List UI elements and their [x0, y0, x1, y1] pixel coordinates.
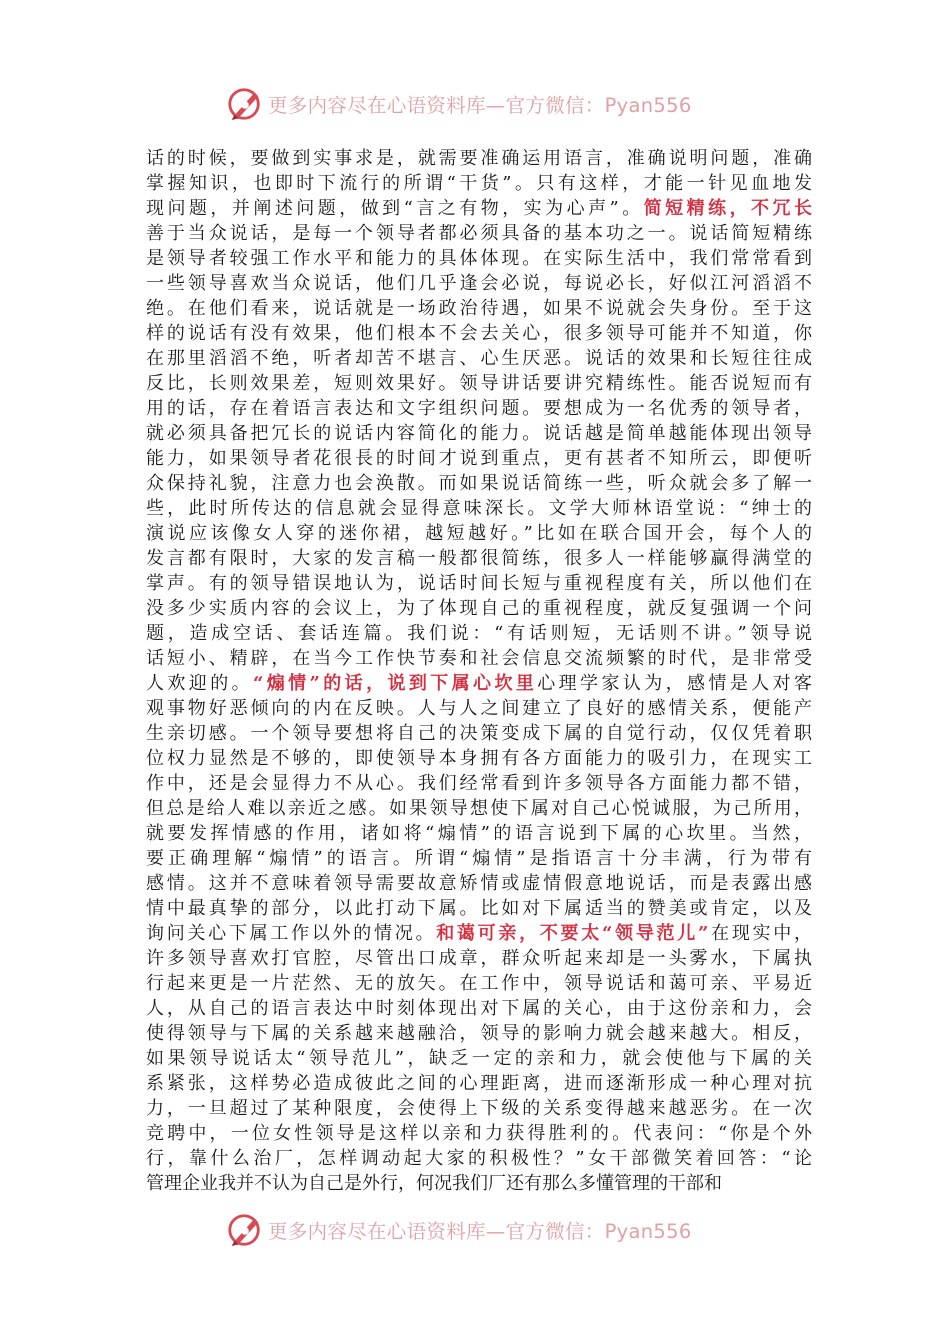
body-text: 样的说话有没有效果，他们根本不会去关心，很多领导可能并不知道，你	[146, 323, 812, 344]
body-text: 一些领导喜欢当众说话，他们几乎逢会必说，每说必长，好似江河滔滔不	[146, 273, 812, 294]
text-line	[146, 646, 812, 671]
body-text: 现问题，并阐述问题，做到“言之有物，实为心声”。	[146, 198, 644, 219]
section-heading: 简短精练，不冗长	[643, 198, 812, 219]
text-line	[146, 1021, 812, 1046]
body-text: 是领导者较强工作水平和能力的具体体现。在实际生活中，我们常常看到	[146, 248, 812, 269]
document-body	[146, 146, 812, 1196]
text-line	[146, 896, 812, 921]
text-line	[146, 671, 812, 696]
body-text: 力，一旦超过了某种限度，会使得上下级的关系变得越来越恶劣。在一次	[146, 1098, 812, 1119]
text-line	[146, 946, 812, 971]
watermark-banner-bottom	[226, 1210, 746, 1250]
text-line	[146, 421, 812, 446]
text-line	[146, 521, 812, 546]
body-text: 心理学家认为，感情是人对客	[537, 673, 812, 694]
body-text: 许多领导喜欢打官腔，尽管出口成章，群众听起来却是一头雾水，下属执	[146, 948, 812, 969]
text-line	[146, 596, 812, 621]
body-text: 些，此时所传达的信息就会显得意味深长。文学大师林语堂说：“绅士的	[146, 498, 812, 519]
body-text: 掌声。有的领导错误地认为，说话时间长短与重视程度有关，所以他们在	[146, 573, 812, 594]
text-line	[146, 221, 812, 246]
text-line	[146, 346, 812, 371]
body-text: 行，靠什么治厂，怎样调动起大家的积极性？”女干部微笑着回答：“论	[146, 1148, 812, 1169]
text-line	[146, 171, 812, 196]
body-text: 在现实中，	[708, 923, 812, 944]
body-text: 善于当众说话，是每一个领导者都必须具备的基本功之一。说话简短精练	[146, 223, 812, 244]
text-line	[146, 846, 812, 871]
section-heading: “煽情”的话，说到下属心坎里	[252, 673, 538, 694]
text-line	[146, 1171, 812, 1196]
body-text: 绝。在他们看来，说话就是一场政治待遇，如果不说就会失身份。至于这	[146, 298, 812, 319]
text-line	[146, 971, 812, 996]
body-text: 话的时候，要做到实事求是，就需要准确运用语言，准确说明问题，准确	[146, 148, 812, 169]
text-line	[146, 696, 812, 721]
text-line	[146, 871, 812, 896]
text-line	[146, 146, 812, 171]
body-text: 位权力显然是不够的，即使领导本身拥有各方面能力的吸引力，在现实工	[146, 748, 812, 769]
text-line	[146, 821, 812, 846]
body-text: 在那里滔滔不绝，听者却苦不堪言、心生厌恶。说话的效果和长短往往成	[146, 348, 812, 369]
body-text: 掌握知识，也即时下流行的所谓“干货”。只有这样，才能一针见血地发	[146, 173, 812, 194]
body-text: 作中，还是会显得力不从心。我们经常看到许多领导各方面能力都不错，	[146, 773, 812, 794]
body-text: 竞聘中，一位女性领导是这样以亲和力获得胜利的。代表问：“你是个外	[146, 1123, 812, 1144]
body-text: 发言都有限时，大家的发言稿一般都很简练，很多人一样能够赢得满堂的	[146, 548, 812, 569]
body-text: 管理企业我并不认为自己是外行，何况我们厂还有那么多懂管理的干部和	[146, 1173, 722, 1194]
watermark-text: 更多内容尽在心语资料库—官方微信：Pyan556	[268, 1220, 692, 1243]
body-text: 但总是给人难以亲近之感。如果领导想使下属对自己心悦诚服，为己所用，	[146, 798, 812, 819]
body-text: 就要发挥情感的作用，诸如将“煽情”的语言说到下属的心坎里。当然，	[146, 823, 812, 844]
pen-logo-icon	[226, 85, 264, 123]
body-text: 观事物好恶倾向的内在反映。人与人之间建立了良好的感情关系，便能产	[146, 698, 812, 719]
text-line	[146, 196, 812, 221]
body-text: 没多少实质内容的会议上，为了体现自己的重视程度，就反复强调一个问	[146, 598, 812, 619]
body-text: 人欢迎的。	[146, 673, 253, 694]
text-line	[146, 996, 812, 1021]
watermark-text: 更多内容尽在心语资料库—官方微信：Pyan556	[268, 94, 692, 117]
body-text: 话短小、精辟，在当今工作快节奏和社会信息交流频繁的时代，是非常受	[146, 648, 812, 669]
text-line	[146, 296, 812, 321]
text-line	[146, 246, 812, 271]
body-text: 系紧张，这样势必造成彼此之间的心理距离，进而逐渐形成一种心理对抗	[146, 1073, 812, 1094]
text-line	[146, 1146, 812, 1171]
text-line	[146, 496, 812, 521]
text-line	[146, 1096, 812, 1121]
text-line	[146, 371, 812, 396]
text-line	[146, 796, 812, 821]
body-text: 众保持礼貌，注意力也会涣散。而如果说话简练一些，听众就会多了解一	[146, 473, 812, 494]
text-line	[146, 1046, 812, 1071]
pen-logo-icon	[226, 1211, 264, 1249]
text-line	[146, 571, 812, 596]
text-line	[146, 1121, 812, 1146]
body-text: 询问关心下属工作以外的情况。	[146, 923, 437, 944]
text-line	[146, 321, 812, 346]
text-line	[146, 1071, 812, 1096]
body-text: 就必须具备把冗长的说话内容简化的能力。说话越是简单越能体现出领导	[146, 423, 812, 444]
body-text: 用的话，存在着语言表达和文字组织问题。要想成为一名优秀的领导者，	[146, 398, 812, 419]
text-line	[146, 621, 812, 646]
watermark-banner-top	[226, 84, 746, 124]
text-line	[146, 921, 812, 946]
body-text: 人，从自己的语言表达中时刻体现出对下属的关心，由于这份亲和力，会	[146, 998, 812, 1019]
body-text: 要正确理解“煽情”的语言。所谓“煽情”是指语言十分丰满，行为带有	[146, 848, 812, 869]
section-heading: 和蔼可亲，不要太“领导范儿”	[436, 923, 709, 944]
body-text: 行起来更是一片茫然、无的放矢。在工作中，领导说话和蔼可亲、平易近	[146, 973, 812, 994]
text-line	[146, 271, 812, 296]
text-line	[146, 396, 812, 421]
body-text: 题，造成空话、套话连篇。我们说：“有话则短，无话则不讲。”领导说	[146, 623, 812, 644]
body-text: 生亲切感。一个领导要想将自己的决策变成下属的自觉行动，仅仅凭着职	[146, 723, 812, 744]
text-line	[146, 546, 812, 571]
body-text: 如果领导说话太“领导范儿”，缺乏一定的亲和力，就会使他与下属的关	[146, 1048, 812, 1069]
text-line	[146, 446, 812, 471]
text-line	[146, 721, 812, 746]
text-line	[146, 471, 812, 496]
text-line	[146, 771, 812, 796]
body-text: 反比，长则效果差，短则效果好。领导讲话要讲究精练性。能否说短而有	[146, 373, 812, 394]
body-text: 感情。这并不意味着领导需要故意矫情或虚情假意地说话，而是表露出感	[146, 873, 812, 894]
text-line	[146, 746, 812, 771]
body-text: 情中最真挚的部分，以此打动下属。比如对下属适当的赞美或肯定，以及	[146, 898, 812, 919]
body-text: 演说应该像女人穿的迷你裙，越短越好。”比如在联合国开会，每个人的	[146, 523, 812, 544]
body-text: 使得领导与下属的关系越来越融洽，领导的影响力就会越来越大。相反，	[146, 1023, 812, 1044]
body-text: 能力，如果领导者花很長的时间才说到重点，更有甚者不知所云，即便听	[146, 448, 812, 469]
